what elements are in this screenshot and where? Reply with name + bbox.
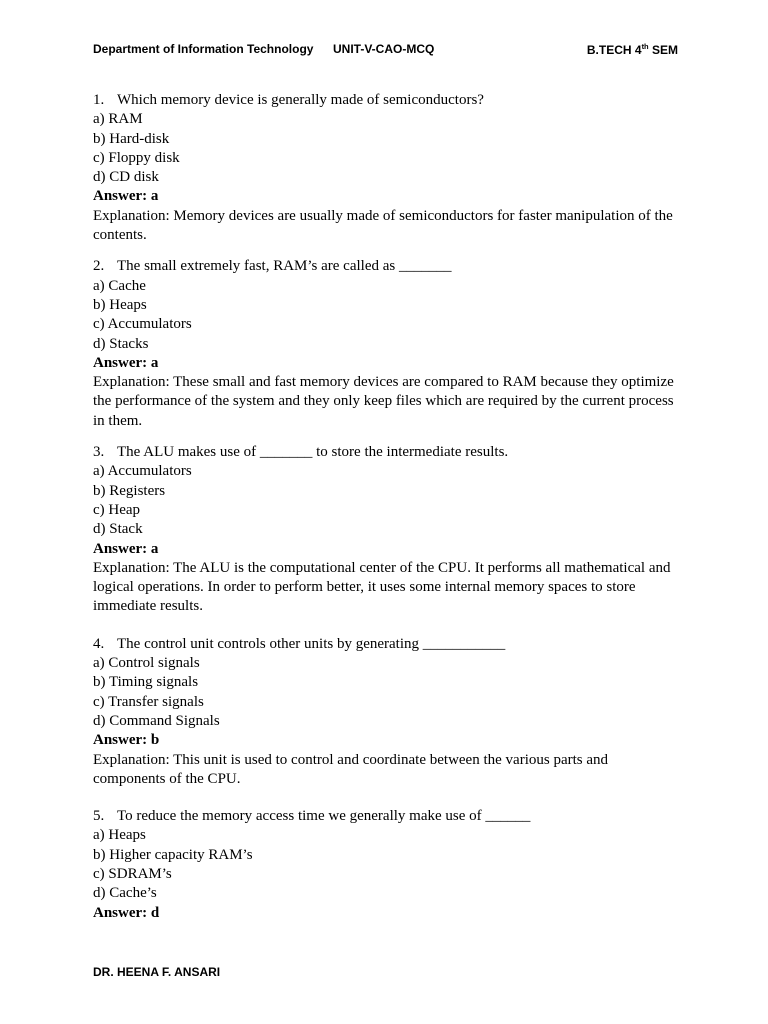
option: b) Heaps <box>93 296 147 313</box>
question-text: To reduce the memory access time we generally make use of ______ <box>117 808 531 825</box>
question-block <box>93 443 683 617</box>
explanation: Explanation: Memory devices are usually made of semiconductors for faster manipulation of the contents. <box>93 207 673 244</box>
option: d) Stack <box>93 521 143 538</box>
question-text: The ALU makes use of _______ to store the intermediate results. <box>117 444 509 461</box>
question-number: 2. <box>93 258 105 275</box>
option: c) Heap <box>93 501 141 518</box>
question-line <box>93 257 683 276</box>
option: a) Cache <box>93 277 146 294</box>
option: a) Control signals <box>93 655 200 672</box>
header-course <box>587 42 678 57</box>
option: b) Timing signals <box>93 674 199 691</box>
option: c) Transfer signals <box>93 693 204 710</box>
question-block <box>93 807 683 923</box>
explanation: Explanation: This unit is used to control and coordinate between the various parts and components of the CPU. <box>93 751 609 787</box>
option: a) RAM <box>93 111 143 128</box>
question-block <box>93 91 683 245</box>
option: d) Command Signals <box>93 712 220 729</box>
question-text: Which memory device is generally made of semiconductors? <box>117 92 484 108</box>
mcq-list <box>93 91 683 935</box>
question-number: 3. <box>93 444 105 461</box>
question-line <box>93 443 683 462</box>
question-number: 5. <box>93 808 105 825</box>
option: d) CD disk <box>93 169 159 186</box>
question-text: The small extremely fast, RAM’s are called as _______ <box>117 258 452 275</box>
question-block <box>93 257 683 431</box>
answer: Answer: d <box>93 904 160 921</box>
header-department: Department of Information Technology <box>93 42 314 56</box>
question-block <box>93 635 683 789</box>
question-line <box>93 807 683 826</box>
answer: Answer: a <box>93 354 159 371</box>
option: a) Heaps <box>93 827 146 844</box>
header-course-sup: th <box>641 42 649 51</box>
option: c) Floppy disk <box>93 149 180 166</box>
option: b) Higher capacity RAM’s <box>93 846 253 863</box>
footer-author: DR. HEENA F. ANSARI <box>93 965 221 979</box>
question-text: The control unit controls other units by generating ___________ <box>117 635 506 652</box>
option: b) Registers <box>93 482 166 499</box>
option: a) Accumulators <box>93 463 192 480</box>
option: c) SDRAM’s <box>93 865 172 882</box>
answer: Answer: b <box>93 732 160 749</box>
header-unit: UNIT-V-CAO-MCQ <box>333 42 435 56</box>
answer: Answer: a <box>93 540 159 557</box>
question-number: 1. <box>93 92 105 108</box>
explanation: Explanation: The ALU is the computational center of the CPU. It performs all mathematical and logical operations. In order to perform better, it uses some internal memory spaces to store immediate results. <box>93 559 671 615</box>
option: d) Stacks <box>93 335 149 352</box>
page-header <box>93 42 678 60</box>
answer: Answer: a <box>93 188 159 205</box>
question-line <box>93 635 683 654</box>
explanation: Explanation: These small and fast memory devices are compared to RAM because they optimize the performance of the system and they only keep files which are required by the current process in them. <box>93 374 674 429</box>
page-footer <box>93 965 220 979</box>
question-number: 4. <box>93 635 105 652</box>
question-line <box>93 91 683 110</box>
option: d) Cache’s <box>93 885 157 902</box>
option: c) Accumulators <box>93 316 192 333</box>
header-course-suffix: SEM <box>648 43 678 57</box>
header-course-text: B.TECH 4 <box>586 43 642 57</box>
option: b) Hard-disk <box>93 130 170 147</box>
